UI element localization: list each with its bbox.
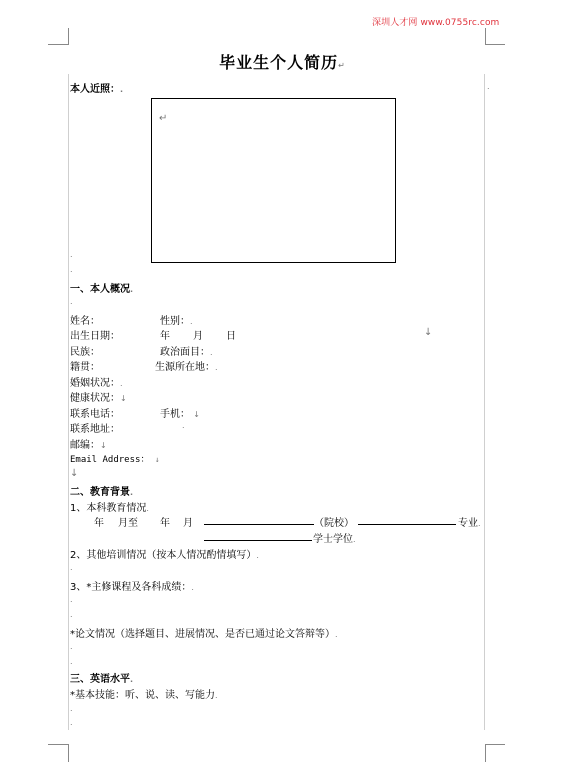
name-label: 姓名： bbox=[70, 316, 100, 327]
crop-mark-top-left-v bbox=[68, 28, 69, 45]
email-label: Email Address： ↓ bbox=[70, 455, 160, 465]
birth-label: 出生日期： bbox=[70, 331, 120, 342]
watermark: 深圳人才网 www.0755rc.com bbox=[372, 18, 500, 28]
thesis-label: *论文情况（选择题目、进展情况、是否已通过论文答辩等）. bbox=[70, 629, 338, 640]
marital-label: 婚姻状况：. bbox=[70, 378, 123, 389]
gender-label: 性别：. bbox=[160, 316, 193, 327]
empty-paragraph: . bbox=[70, 265, 73, 274]
empty-paragraph: . bbox=[70, 718, 73, 727]
courses-label: 3、*主修课程及各科成绩：. bbox=[70, 582, 194, 593]
empty-paragraph: . bbox=[70, 563, 73, 572]
degree-label: 学士学位. bbox=[313, 534, 356, 545]
edu-end-month: 月 bbox=[183, 518, 193, 529]
postcode-label: 邮编：↓ bbox=[70, 440, 107, 451]
degree-blank[interactable] bbox=[204, 540, 312, 541]
empty-paragraph: . bbox=[70, 595, 73, 604]
birth-day: 日 bbox=[226, 331, 236, 342]
crop-mark-top-right-v bbox=[485, 28, 486, 45]
major-label: 专业. bbox=[458, 518, 481, 529]
page-title: 毕业生个人简历↵ bbox=[219, 53, 346, 72]
empty-paragraph: . bbox=[70, 297, 73, 306]
crop-mark-bottom-right-h bbox=[485, 744, 505, 745]
health-label: 健康状况：↓ bbox=[70, 393, 127, 404]
native-label: 籍贯： bbox=[70, 362, 100, 373]
college-blank[interactable] bbox=[204, 524, 314, 525]
major-blank[interactable] bbox=[358, 524, 456, 525]
other-training-label: 2、其他培训情况（按本人情况酌情填写）. bbox=[70, 550, 259, 561]
paragraph-mark: ↵ bbox=[159, 113, 168, 124]
crop-mark-top-left-h bbox=[48, 44, 68, 45]
edu-end-year: 年 bbox=[160, 518, 170, 529]
section-heading-english: 三、英语水平. bbox=[70, 674, 134, 685]
phone-label: 联系电话： bbox=[70, 409, 120, 420]
arrow-mark: ↓ bbox=[424, 327, 433, 338]
photo-box[interactable] bbox=[151, 98, 396, 263]
birth-month: 月 bbox=[193, 331, 203, 342]
edu-start-month: 月至 bbox=[118, 518, 138, 529]
birth-year: 年 bbox=[160, 331, 170, 342]
edu-start-year: 年 bbox=[94, 518, 104, 529]
mobile-label: 手机： ↓ bbox=[160, 409, 200, 420]
crop-mark-top-right-h bbox=[485, 44, 505, 45]
empty-paragraph: . bbox=[70, 610, 73, 619]
address-label: 联系地址： bbox=[70, 424, 120, 435]
photo-label: 本人近照：. bbox=[70, 84, 124, 95]
empty-paragraph: . bbox=[70, 642, 73, 651]
english-skills-label: *基本技能：听、说、读、写能力. bbox=[70, 690, 218, 701]
empty-paragraph: . bbox=[70, 657, 73, 666]
origin-label: 生源所在地：. bbox=[155, 362, 218, 373]
section-heading-profile: 一、本人概况. bbox=[70, 284, 134, 295]
empty-paragraph: . bbox=[70, 704, 73, 713]
arrow-mark: ↓ bbox=[70, 468, 79, 479]
paragraph-mark: . bbox=[487, 82, 490, 91]
crop-mark-bottom-left-v bbox=[68, 744, 69, 762]
crop-mark-bottom-right-v bbox=[485, 744, 486, 762]
empty-paragraph: . bbox=[70, 250, 73, 259]
undergrad-label: 1、本科教育情况. bbox=[70, 503, 149, 514]
crop-mark-bottom-left-h bbox=[48, 744, 68, 745]
text-boundary-left bbox=[68, 74, 69, 730]
text-boundary-right bbox=[484, 74, 485, 730]
ethnicity-label: 民族： bbox=[70, 347, 100, 358]
political-label: 政治面目：. bbox=[160, 347, 213, 358]
paragraph-mark: . bbox=[182, 421, 185, 430]
college-label: （院校） bbox=[314, 518, 354, 529]
section-heading-education: 二、教育背景. bbox=[70, 487, 134, 498]
